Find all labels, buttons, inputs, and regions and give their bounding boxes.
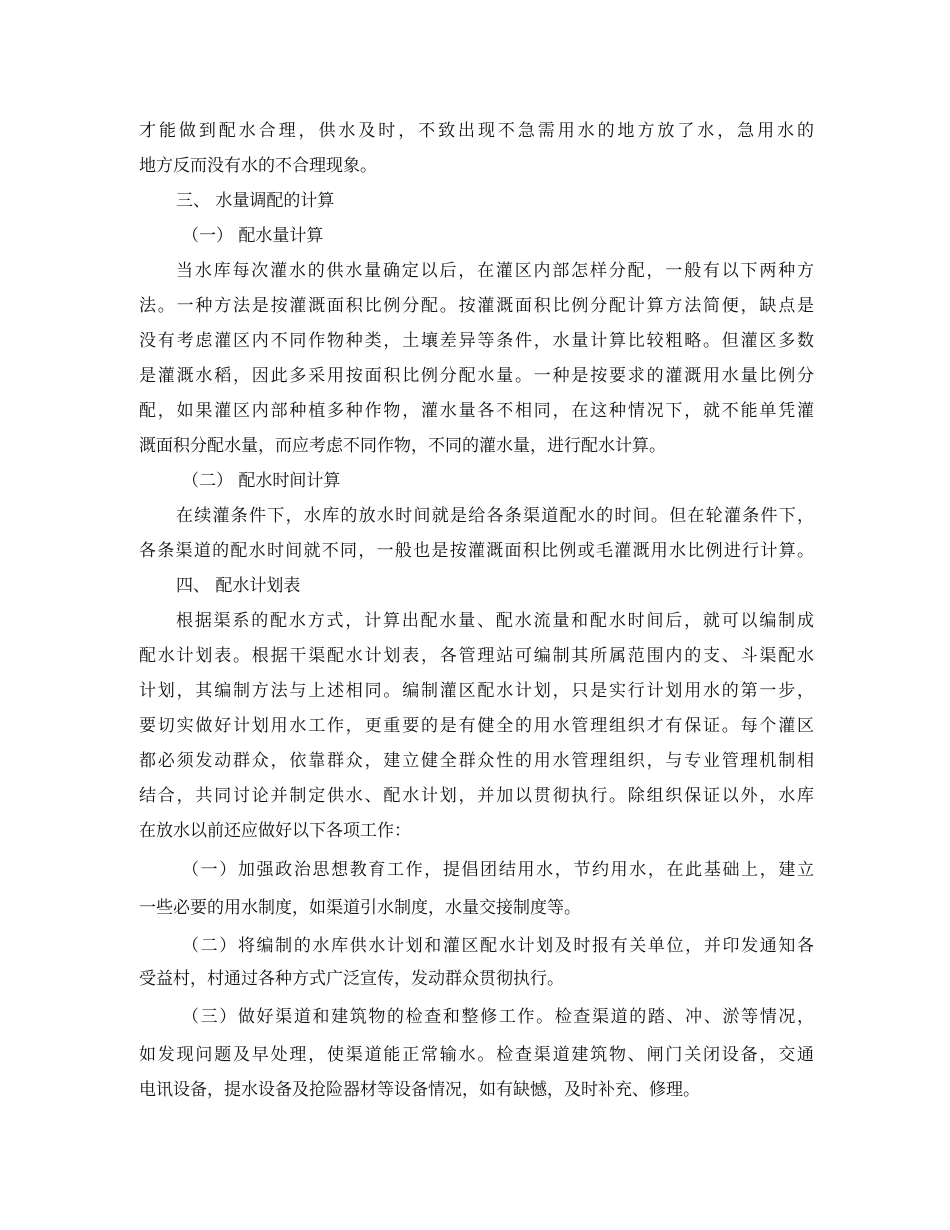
paragraph-line: 在放水以前还应做好以下各项工作： [139,821,411,841]
section-heading: 四、 配水计划表 [176,576,301,596]
paragraph-line: 地方反而没有水的不合理现象。 [139,156,377,176]
section-heading: 三、 水量调配的计算 [176,191,335,211]
paragraph-line: 各条渠道的配水时间就不同，一般也是按灌溉面积比例或毛灌溉用水比例进行计算。 [139,541,814,561]
paragraph-line: 都必须发动群众，依靠群众，建立健全群众性的用水管理组织，与专业管理机制相 [139,751,814,771]
paragraph-line: 法。一种方法是按灌溉面积比例分配。按灌溉面积比例分配计算方法简便，缺点是 [139,296,814,316]
list-item-line: （二）将编制的水库供水计划和灌区配水计划及时报有关单位，并印发通知各 [182,936,814,956]
list-item-line: 受益村，村通过各种方式广泛宣传，发动群众贯彻执行。 [139,969,564,989]
paragraph-line: 没有考虑灌区内不同作物种类，土壤差异等条件，水量计算比较粗略。但灌区多数 [139,331,814,351]
paragraph-line: 计划，其编制方法与上述相同。编制灌区配水计划，只是实行计划用水的第一步， [139,681,814,701]
paragraph-line: 配，如果灌区内部种植多种作物，灌水量各不相同，在这种情况下，就不能单凭灌 [139,401,814,421]
paragraph-line: 根据渠系的配水方式，计算出配水量、配水流量和配水时间后，就可以编制成 [176,611,814,631]
list-item-line: （三）做好渠道和建筑物的检查和整修工作。检查渠道的踏、冲、淤等情况， [182,1007,814,1027]
list-item-line: 一些必要的用水制度，如渠道引水制度，水量交接制度等。 [139,898,581,918]
subsection-heading: （一） 配水量计算 [182,226,324,246]
paragraph-line: 在续灌条件下，水库的放水时间就是给各条渠道配水的时间。但在轮灌条件下， [176,506,814,526]
subsection-heading: （二） 配水时间计算 [182,471,341,491]
paragraph-line: 配水计划表。根据干渠配水计划表，各管理站可编制其所属范围内的支、斗渠配水 [139,646,814,666]
paragraph-line: 才能做到配水合理，供水及时，不致出现不急需用水的地方放了水，急用水的 [139,121,814,141]
list-item-line: 电讯设备，提水设备及抢险器材等设备情况，如有缺憾，及时补充、修理。 [139,1080,700,1100]
list-item-line: （一）加强政治思想教育工作，提倡团结用水，节约用水，在此基础上，建立 [182,860,814,880]
list-item-line: 如发现问题及早处理，使渠道能正常输水。检查渠道建筑物、闸门关闭设备，交通 [139,1045,814,1065]
paragraph-line: 溉面积分配水量，而应考虑不同作物，不同的灌水量，进行配水计算。 [139,436,666,456]
paragraph-line: 结合，共同讨论并制定供水、配水计划，并加以贯彻执行。除组织保证以外，水库 [139,786,814,806]
paragraph-line: 当水库每次灌水的供水量确定以后，在灌区内部怎样分配，一般有以下两种方 [176,261,814,281]
paragraph-line: 是灌溉水稻，因此多采用按面积比例分配水量。一种是按要求的灌溉用水量比例分 [139,366,814,386]
paragraph-line: 要切实做好计划用水工作，更重要的是有健全的用水管理组织才有保证。每个灌区 [139,716,814,736]
